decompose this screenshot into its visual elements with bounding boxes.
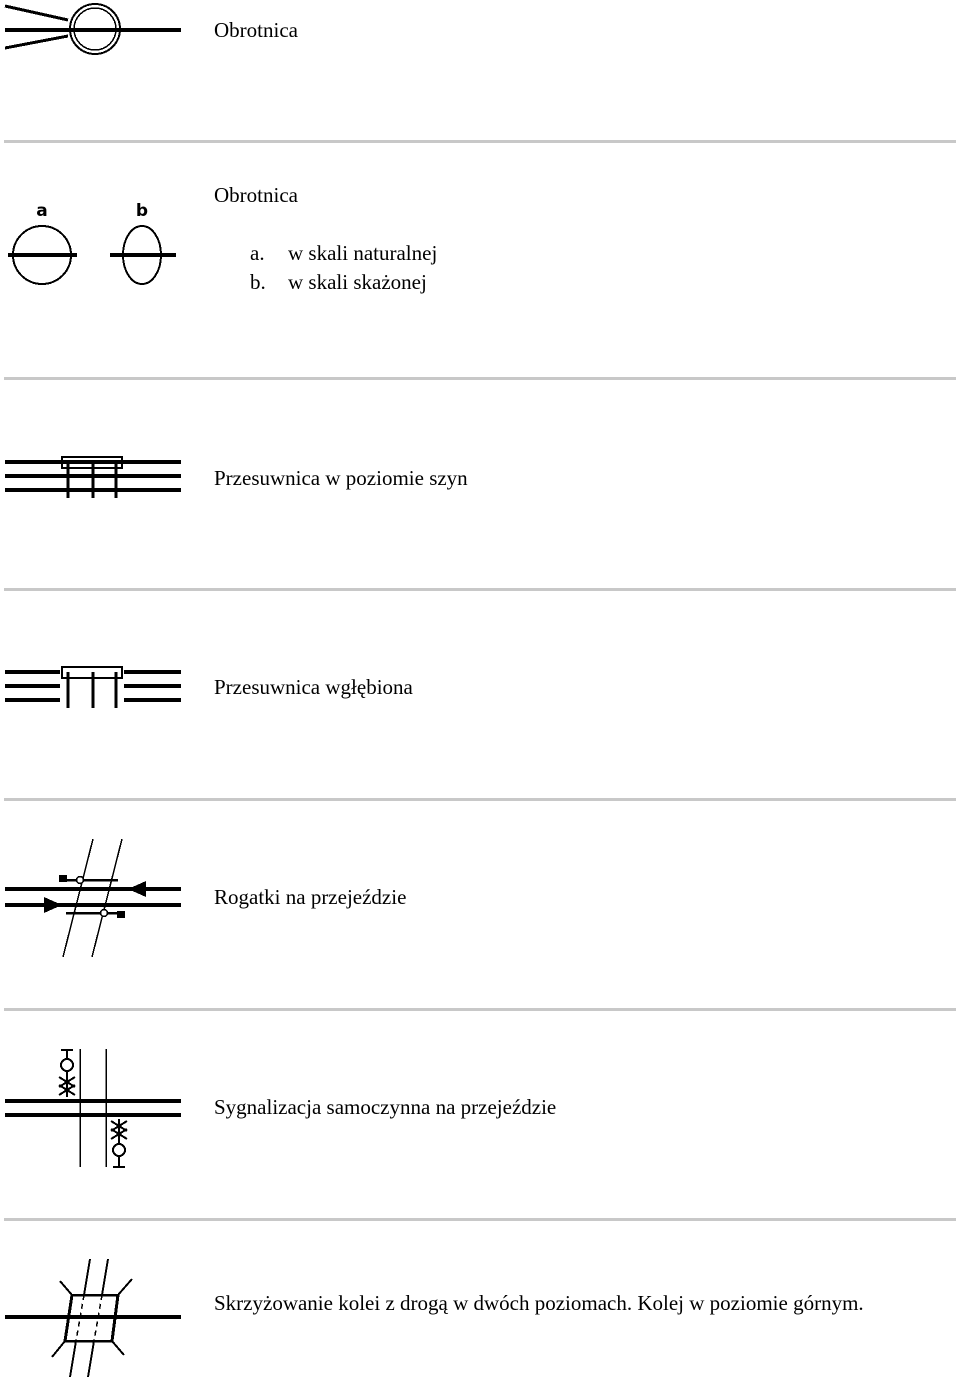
symbol-letter-b: b xyxy=(135,201,149,221)
sub-item: a. w skali naturalnej xyxy=(250,241,438,265)
symbol-label: Przesuwnica w poziomie szyn xyxy=(214,466,468,490)
symbol-label: Sygnalizacja samoczynna na przejeździe xyxy=(214,1095,557,1119)
turntable-icon xyxy=(0,0,185,62)
symbol-label: Obrotnica xyxy=(214,183,298,207)
traverser-level-icon xyxy=(0,454,185,504)
symbol-row-crossing-signals xyxy=(0,1011,960,1219)
symbol-row-grade-separated-crossing xyxy=(0,1221,960,1379)
symbol-label: Obrotnica xyxy=(214,18,298,42)
grade-separated-crossing-icon xyxy=(0,1257,185,1382)
crossing-barriers-icon xyxy=(0,837,185,962)
symbol-letter-a: a xyxy=(36,201,48,221)
symbol-row-crossing-barriers xyxy=(0,801,960,1009)
symbol-row-turntable xyxy=(0,0,960,140)
symbol-row-traverser-level xyxy=(0,380,960,588)
symbol-row-turntable-scale xyxy=(0,143,960,379)
crossing-signals-icon xyxy=(0,1047,185,1172)
symbol-label: Przesuwnica wgłębiona xyxy=(214,675,413,699)
traverser-sunken-icon xyxy=(0,664,185,714)
symbol-label: Skrzyżowanie kolei z drogą w dwóch poziomach. Kolej w poziomie górnym. xyxy=(214,1291,864,1315)
symbol-label: Rogatki na przejeździe xyxy=(214,885,407,909)
symbol-row-traverser-sunken xyxy=(0,591,960,799)
sub-item: b. w skali skażonej xyxy=(250,270,427,294)
turntable-scale-icon xyxy=(0,198,185,348)
